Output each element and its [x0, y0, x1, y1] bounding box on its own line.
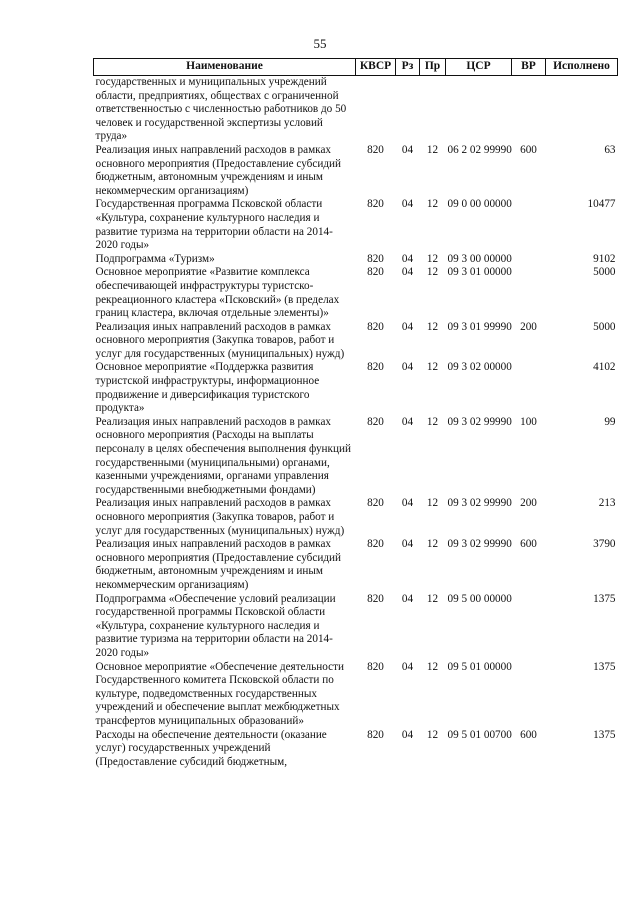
cell-csr: 06 2 02 99990	[447, 143, 512, 156]
cell-name: Реализация иных направлений расходов в рамках основного мероприятия (Закупка товаров, работ и услуг для государственных (муниципальных) нужд)	[95, 320, 345, 360]
header-vr: ВР	[512, 59, 546, 76]
cell-kvsr: 820	[367, 143, 384, 156]
table-row	[94, 729, 618, 770]
table-header-row	[94, 59, 618, 76]
cell-kvsr	[356, 76, 396, 144]
cell-done	[546, 76, 618, 144]
cell-rz: 04	[401, 320, 414, 333]
cell-vr	[512, 266, 546, 320]
cell-pr: 12	[426, 252, 439, 265]
cell-pr: 12	[426, 728, 439, 741]
cell-csr: 09 3 01 00000	[447, 266, 512, 279]
header-kvsr: КВСР	[356, 59, 396, 76]
header-done: Исполнено	[546, 59, 618, 76]
cell-kvsr: 820	[367, 198, 384, 211]
cell-done: 4102	[593, 361, 616, 374]
cell-vr	[512, 361, 546, 415]
table-row	[94, 497, 618, 538]
cell-name: Реализация иных направлений расходов в рамках основного мероприятия (Расходы на выплаты персоналу в целях обеспечения выполнения функций государственными (муниципальными) органами, казенными учреждениями, органами управления государственными внебюджетными фондами)	[95, 415, 351, 496]
cell-name: Подпрограмма «Туризм»	[95, 252, 215, 265]
cell-done: 1375	[593, 728, 616, 741]
cell-csr: 09 3 02 99990	[447, 538, 512, 551]
cell-vr: 600	[520, 143, 537, 156]
cell-pr: 12	[426, 415, 439, 428]
cell-done: 3790	[593, 538, 616, 551]
cell-done: 10477	[587, 198, 616, 211]
table-row	[94, 321, 618, 362]
cell-done: 1375	[593, 592, 616, 605]
cell-kvsr: 820	[367, 320, 384, 333]
table-row	[94, 266, 618, 320]
table-row	[94, 144, 618, 198]
cell-pr: 12	[426, 266, 439, 279]
cell-csr: 09 5 01 00700	[447, 728, 512, 741]
cell-kvsr: 820	[367, 497, 384, 510]
cell-pr	[420, 76, 446, 144]
table-row	[94, 538, 618, 592]
page-number: 55	[313, 36, 327, 51]
cell-pr: 12	[426, 660, 439, 673]
table-row	[94, 361, 618, 415]
budget-execution-table	[93, 58, 618, 769]
cell-name: Реализация иных направлений расходов в рамках основного мероприятия (Закупка товаров, работ и услуг для государственных (муниципальных) нужд)	[95, 497, 345, 537]
cell-kvsr: 820	[367, 728, 384, 741]
cell-vr: 600	[520, 728, 537, 741]
cell-rz: 04	[401, 252, 414, 265]
header-csr: ЦСР	[446, 59, 512, 76]
cell-rz: 04	[401, 266, 414, 279]
cell-rz	[396, 76, 420, 144]
cell-kvsr: 820	[367, 252, 384, 265]
cell-vr: 600	[520, 538, 537, 551]
header-rz: Рз	[396, 59, 420, 76]
cell-csr: 09 5 00 00000	[447, 592, 512, 605]
table-row	[94, 253, 618, 267]
table-row	[94, 661, 618, 729]
cell-csr: 09 3 02 99990	[447, 415, 512, 428]
cell-csr: 09 3 02 00000	[447, 361, 512, 374]
cell-csr: 09 3 01 99990	[447, 320, 512, 333]
cell-name: Реализация иных направлений расходов в рамках основного мероприятия (Предоставление субсидий бюджетным, автономным учреждениям и иным некоммерческим организациям)	[95, 143, 341, 197]
cell-pr: 12	[426, 143, 439, 156]
cell-name: Подпрограмма «Обеспечение условий реализации государственной программы Псковской области «Культура, сохранение культурного наследия и развитие туризма на территории области на 2014-2020 годы»	[95, 592, 336, 659]
cell-csr: 09 3 02 99990	[447, 497, 512, 510]
cell-kvsr: 820	[367, 415, 384, 428]
cell-name: Основное мероприятие «Поддержка развития туристской инфраструктуры, информационное продвижение и диверсификация туристского продукта»	[95, 361, 320, 415]
cell-csr: 09 3 00 00000	[447, 252, 512, 265]
cell-kvsr: 820	[367, 361, 384, 374]
cell-name: государственных и муниципальных учреждений области, предприятиях, обществах с ограниченной ответственностью с численностью работников до 50 человек и государственной экспертизы условий труда»	[95, 76, 347, 143]
cell-vr	[512, 593, 546, 661]
cell-name: Расходы на обеспечение деятельности (оказание услуг) государственных учреждений (Предоставление субсидий бюджетным,	[95, 728, 327, 768]
cell-rz: 04	[401, 198, 414, 211]
cell-rz: 04	[401, 660, 414, 673]
cell-pr: 12	[426, 592, 439, 605]
cell-done: 213	[598, 497, 616, 510]
table-row	[94, 416, 618, 498]
cell-name: Основное мероприятие «Обеспечение деятельности Государственного комитета Псковской области по культуре, подведомственных государственных учреждений и обеспечение выплат межбюджетных трансфертов муниципальных образований»	[95, 660, 344, 727]
table-row	[94, 198, 618, 252]
cell-pr: 12	[426, 538, 439, 551]
cell-done: 99	[604, 415, 616, 428]
cell-rz: 04	[401, 143, 414, 156]
cell-name: Основное мероприятие «Развитие комплекса обеспечивающей инфраструктуры туристско-рекреационного кластера «Псковский» (в пределах границ кластера, включая отдельные элементы)»	[95, 266, 340, 320]
cell-pr: 12	[426, 361, 439, 374]
table-row	[94, 593, 618, 661]
cell-name: Реализация иных направлений расходов в рамках основного мероприятия (Предоставление субсидий бюджетным, автономным учреждениям и иным некоммерческим организациям)	[95, 538, 341, 591]
cell-rz: 04	[401, 361, 414, 374]
cell-rz: 04	[401, 592, 414, 605]
header-pr: Пр	[420, 59, 446, 76]
cell-csr: 09 5 01 00000	[447, 660, 512, 673]
cell-vr	[512, 661, 546, 729]
cell-kvsr: 820	[367, 592, 384, 605]
cell-rz: 04	[401, 415, 414, 428]
table-body	[94, 76, 618, 770]
cell-vr: 100	[520, 415, 537, 428]
cell-csr: 09 0 00 00000	[447, 198, 512, 211]
cell-vr: 200	[520, 320, 537, 333]
cell-rz: 04	[401, 497, 414, 510]
cell-name: Государственная программа Псковской области «Культура, сохранение культурного наследия и развитие туризма на территории области на 2014-2020 годы»	[95, 198, 333, 252]
cell-vr: 200	[520, 497, 537, 510]
cell-kvsr: 820	[367, 538, 384, 551]
cell-rz: 04	[401, 728, 414, 741]
cell-done: 9102	[593, 252, 616, 265]
cell-done: 1375	[593, 660, 616, 673]
table-row	[94, 76, 618, 144]
cell-pr: 12	[426, 320, 439, 333]
cell-csr	[446, 76, 512, 144]
cell-kvsr: 820	[367, 266, 384, 279]
cell-kvsr: 820	[367, 660, 384, 673]
cell-pr: 12	[426, 497, 439, 510]
cell-done: 5000	[593, 266, 616, 279]
header-name: Наименование	[94, 59, 356, 76]
cell-vr	[512, 76, 546, 144]
cell-vr	[512, 198, 546, 252]
cell-vr	[512, 253, 546, 267]
cell-pr: 12	[426, 198, 439, 211]
cell-done: 5000	[593, 320, 616, 333]
cell-rz: 04	[401, 538, 414, 551]
cell-done: 63	[604, 143, 616, 156]
